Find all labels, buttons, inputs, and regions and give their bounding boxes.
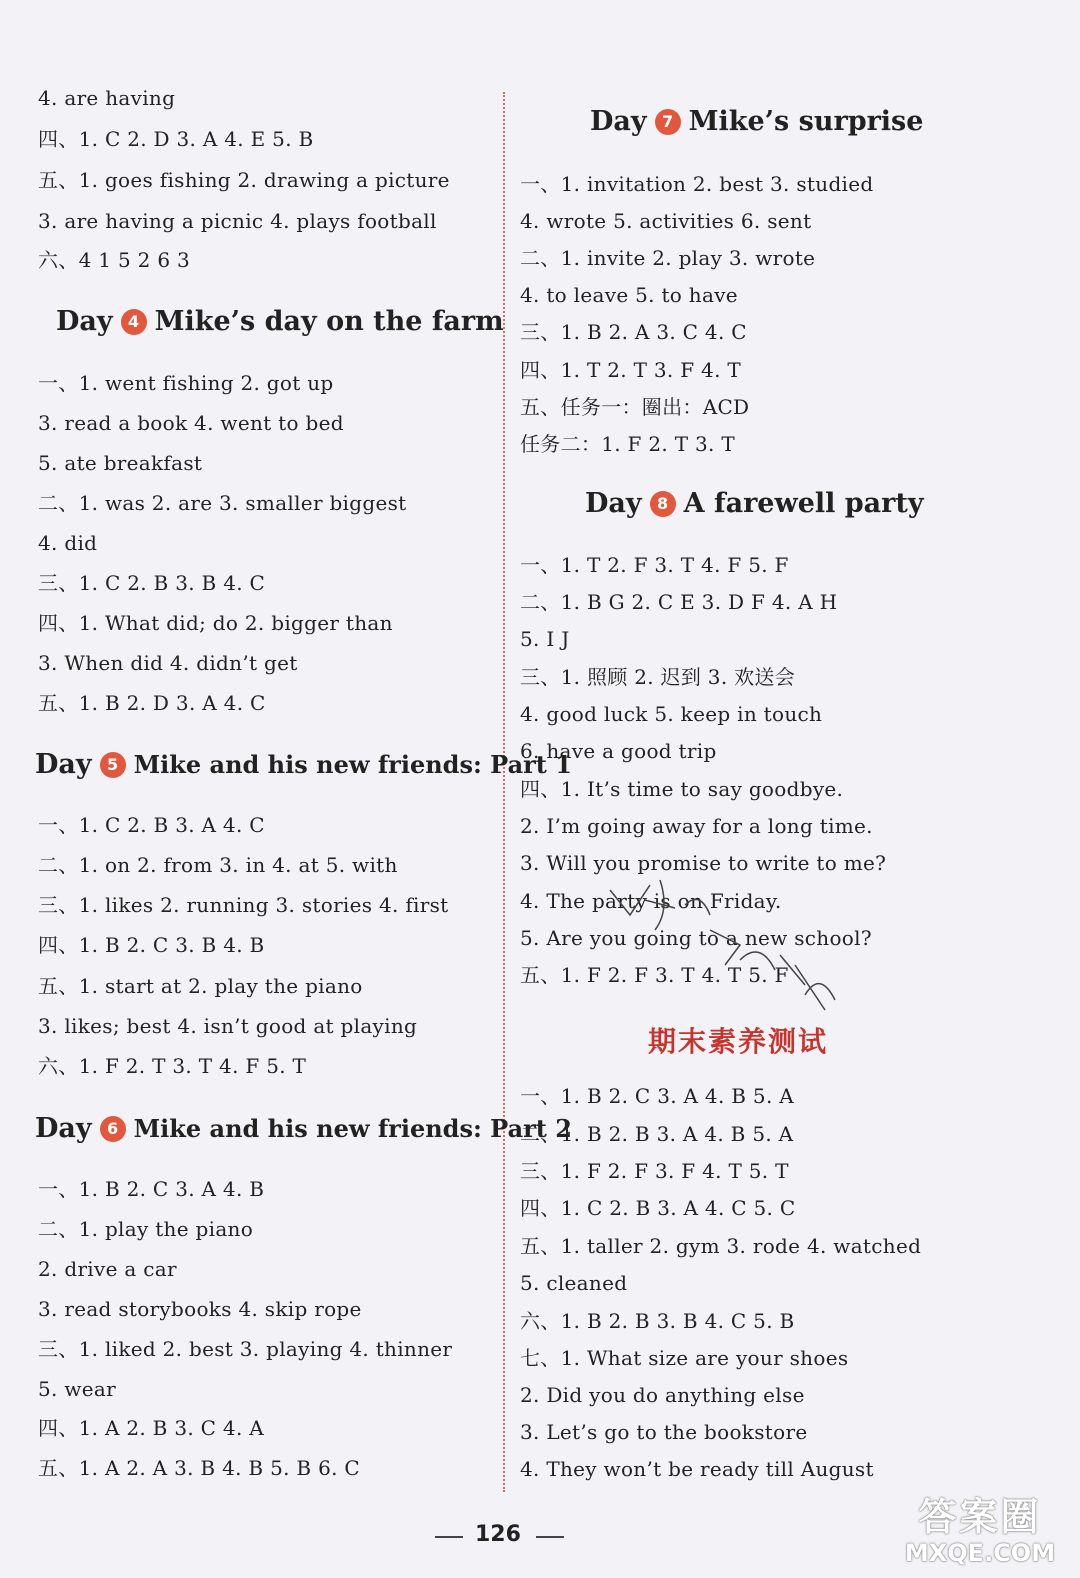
answer-line: 四、1. What did; do 2. bigger than xyxy=(38,611,393,635)
answer-line: 一、1. went fishing 2. got up xyxy=(38,371,334,395)
answer-line: 一、1. B 2. C 3. A 4. B 5. A xyxy=(520,1084,795,1108)
answer-line: 二、1. play the piano xyxy=(38,1217,254,1241)
answer-line: 4. did xyxy=(38,531,98,555)
answer-line: 四、1. It’s time to say goodbye. xyxy=(520,777,844,801)
watermark-text: 答案圈 xyxy=(918,1495,1042,1539)
answer-line: 三、1. B 2. A 3. C 4. C xyxy=(520,320,747,344)
answer-line: 二、1. on 2. from 3. in 4. at 5. with xyxy=(38,853,398,877)
answer-line: 五、1. start at 2. play the piano xyxy=(38,974,363,998)
answer-line: 5. I J xyxy=(520,627,570,651)
day-label: Day xyxy=(590,106,647,137)
answer-line: 4. The party is on Friday. xyxy=(520,889,782,913)
answer-line: 五、1. taller 2. gym 3. rode 4. watched xyxy=(520,1234,922,1258)
answer-line: 七、1. What size are your shoes xyxy=(520,1346,849,1370)
answer-line: 三、1. 照顾 2. 迟到 3. 欢送会 xyxy=(520,665,796,689)
day-label: Day xyxy=(35,749,92,780)
day-label: Day xyxy=(56,306,113,337)
answer-line: 一、1. invitation 2. best 3. studied xyxy=(520,172,874,196)
answer-line: 五、1. goes fishing 2. drawing a picture xyxy=(38,168,450,192)
day-title: Mike’s surprise xyxy=(688,106,924,137)
answer-line: 3. read storybooks 4. skip rope xyxy=(38,1297,362,1321)
answer-line: 四、1. C 2. D 3. A 4. E 5. B xyxy=(38,127,314,151)
answer-line: 四、1. C 2. B 3. A 4. C 5. C xyxy=(520,1196,796,1220)
answer-line: 3. likes; best 4. isn’t good at playing xyxy=(38,1014,418,1038)
watermark-logo xyxy=(895,1495,1065,1575)
answer-line: 二、1. was 2. are 3. smaller biggest xyxy=(38,491,407,515)
day-label: Day xyxy=(35,1113,92,1144)
answer-line: 3. Let’s go to the bookstore xyxy=(520,1420,808,1444)
answer-line: 六、4 1 5 2 6 3 xyxy=(38,248,191,272)
day5-heading xyxy=(35,748,572,782)
answer-line: 五、1. F 2. F 3. T 4. T 5. F xyxy=(520,963,789,987)
answer-line: 4. wrote 5. activities 6. sent xyxy=(520,209,812,233)
answer-line: 4. good luck 5. keep in touch xyxy=(520,702,823,726)
answer-line: 五、1. B 2. D 3. A 4. C xyxy=(38,691,266,715)
answer-line: 二、1. B G 2. C E 3. D F 4. A H xyxy=(520,590,838,614)
page-number: 126 xyxy=(475,1522,521,1547)
day-title: Mike’s day on the farm xyxy=(154,306,504,337)
day-title: Mike and his new friends: Part 1 xyxy=(133,750,572,779)
answer-line: 4. are having xyxy=(38,86,176,110)
answer-line: 任务二：1. F 2. T 3. T xyxy=(520,432,735,456)
answer-line: 一、1. C 2. B 3. A 4. C xyxy=(38,813,265,837)
answer-line: 六、1. F 2. T 3. T 4. F 5. T xyxy=(38,1054,307,1078)
answer-line: 四、1. T 2. T 3. F 4. T xyxy=(520,358,742,382)
answer-line: 2. I’m going away for a long time. xyxy=(520,814,873,838)
day4-heading xyxy=(56,305,504,339)
day-number-badge: 5 xyxy=(100,752,126,778)
answer-line: 3. read a book 4. went to bed xyxy=(38,411,344,435)
page-dash-left xyxy=(435,1536,463,1538)
day7-heading xyxy=(590,105,923,139)
answer-line: 二、1. invite 2. play 3. wrote xyxy=(520,246,816,270)
day8-heading xyxy=(585,487,924,521)
answer-line: 四、1. B 2. C 3. B 4. B xyxy=(38,933,265,957)
answer-line: 三、1. F 2. F 3. F 4. T 5. T xyxy=(520,1159,789,1183)
answer-line: 3. Will you promise to write to me? xyxy=(520,851,887,875)
answer-line: 6. have a good trip xyxy=(520,739,717,763)
final-test-title: 期末素养测试 xyxy=(648,1025,829,1058)
day-title: Mike and his new friends: Part 2 xyxy=(133,1114,572,1143)
day-title: A farewell party xyxy=(683,488,924,519)
answer-line: 六、1. B 2. B 3. B 4. C 5. B xyxy=(520,1309,795,1333)
answer-line: 4. to leave 5. to have xyxy=(520,283,738,307)
page-dash-right xyxy=(536,1536,564,1538)
answer-line: 3. When did 4. didn’t get xyxy=(38,651,298,675)
answer-line: 四、1. A 2. B 3. C 4. A xyxy=(38,1416,265,1440)
watermark-url: MXQE.COM xyxy=(904,1539,1056,1567)
answer-line: 3. are having a picnic 4. plays football xyxy=(38,209,437,233)
answer-line: 三、1. C 2. B 3. B 4. C xyxy=(38,571,266,595)
day-number-badge: 6 xyxy=(100,1116,126,1142)
answer-line: 三、1. liked 2. best 3. playing 4. thinner xyxy=(38,1337,453,1361)
day-number-badge: 4 xyxy=(121,309,147,335)
column-divider xyxy=(503,92,505,1492)
day-number-badge: 8 xyxy=(650,491,676,517)
answer-line: 5. ate breakfast xyxy=(38,451,203,475)
answer-line: 4. They won’t be ready till August xyxy=(520,1457,874,1481)
answer-line: 5. Are you going to a new school? xyxy=(520,926,872,950)
answer-line: 二、1. B 2. B 3. A 4. B 5. A xyxy=(520,1122,794,1146)
day-number-badge: 7 xyxy=(655,109,681,135)
handwriting-scribble xyxy=(590,870,850,1020)
day-label: Day xyxy=(585,488,642,519)
answer-line: 2. drive a car xyxy=(38,1257,177,1281)
day6-heading xyxy=(35,1112,572,1146)
answer-line: 五、1. A 2. A 3. B 4. B 5. B 6. C xyxy=(38,1456,361,1480)
answer-line: 一、1. T 2. F 3. T 4. F 5. F xyxy=(520,553,789,577)
answer-line: 三、1. likes 2. running 3. stories 4. first xyxy=(38,893,449,917)
answer-line: 2. Did you do anything else xyxy=(520,1383,805,1407)
answer-line: 5. cleaned xyxy=(520,1271,628,1295)
answer-line: 5. wear xyxy=(38,1377,116,1401)
answer-line: 五、任务一：圈出：ACD xyxy=(520,395,750,419)
answer-line: 一、1. B 2. C 3. A 4. B xyxy=(38,1177,265,1201)
